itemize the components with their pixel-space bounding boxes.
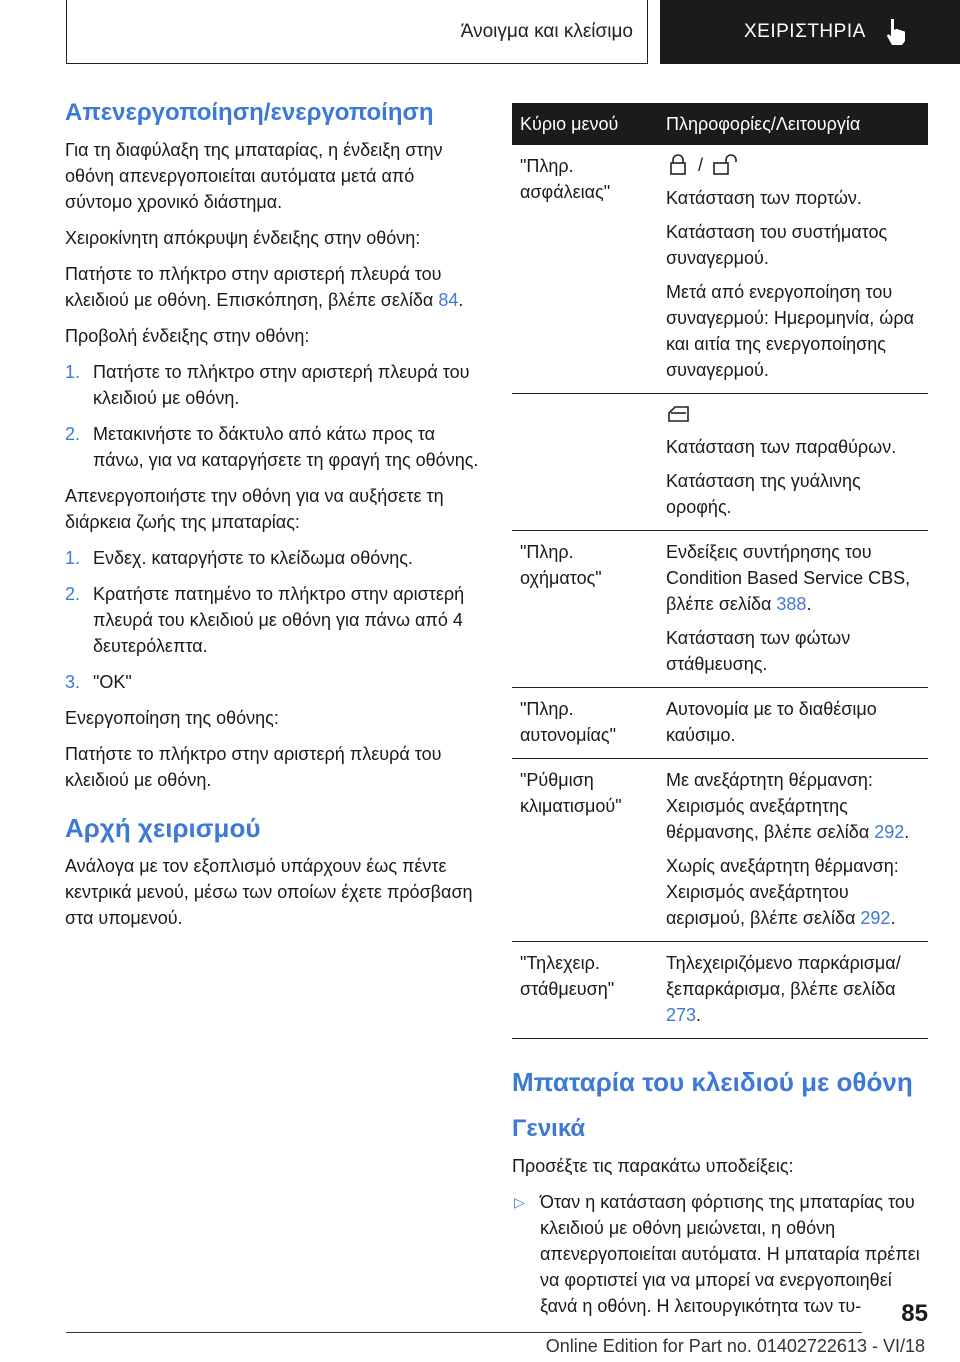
info-line: Κατάσταση των φώτων στάθμευσης. bbox=[666, 628, 851, 674]
info-line: Αυτονομία με το διαθέσιμο καύσιμο. bbox=[666, 699, 877, 745]
list-item: 2. Κρατήστε πατημένο το πλήκτρο στην αριστερή πλευρά του κλειδιού με οθόνη για πάνω από 4 δευτερόλεπτα. bbox=[65, 584, 465, 656]
lock-open-icon bbox=[711, 154, 739, 176]
table-row bbox=[512, 394, 928, 531]
table-row bbox=[512, 942, 928, 1039]
header-section-box bbox=[66, 0, 648, 64]
menu-table bbox=[512, 103, 928, 1039]
info-line: Με ανεξάρτητη θέρμανση: Χειρισμός ανεξάρτητης θέρμανσης, βλέπε σελίδα 292. bbox=[666, 770, 910, 842]
section-heading-operating-principle: Αρχή χειρισμού bbox=[65, 813, 261, 843]
info-line: Κατάσταση των παραθύρων. bbox=[666, 437, 897, 457]
section-heading-deactivate: Απενεργοποίηση/ενεργοποίηση bbox=[65, 99, 434, 126]
info-line: Κατάσταση του συστήματος συναγερμού. bbox=[666, 222, 888, 268]
list-item: 1. Ενδεχ. καταργήστε το κλείδωμα οθόνης. bbox=[65, 548, 413, 568]
steps-list bbox=[65, 545, 480, 695]
list-item: 2. Μετακινήστε το δάκτυλο από κάτω προς τα πάνω, για να καταργήσετε τη φραγή της οθόνης. bbox=[65, 424, 479, 470]
page-link[interactable]: 388 bbox=[776, 594, 807, 614]
paragraph: Πατήστε το πλήκτρο στην αριστερή πλευρά του κλειδιού με οθόνη. bbox=[65, 744, 442, 790]
info-line: Χωρίς ανεξάρτητη θέρμανση: Χειρισμός ανεξάρτητου αερισμού, βλέπε σελίδα 292. bbox=[666, 856, 899, 928]
icon-separator: / bbox=[698, 155, 704, 175]
menu-cell: "Πληρ. ασφάλειας" bbox=[512, 145, 658, 394]
table-row bbox=[512, 531, 928, 688]
paragraph: Χειροκίνητη απόκρυψη ένδειξης στην οθόνη: bbox=[65, 228, 421, 248]
page-link[interactable]: 292 bbox=[874, 822, 905, 842]
left-column bbox=[65, 97, 480, 941]
header-section-title: Άνοιγμα και κλείσιμο bbox=[460, 20, 633, 42]
paragraph-with-link: Πατήστε το πλήκτρο στην αριστερή πλευρά του κλειδιού με οθόνη. Επισκόπηση, βλέπε σελίδα 84. bbox=[65, 264, 464, 310]
menu-cell: "Τηλεχειρ. στάθμευση" bbox=[512, 942, 658, 1039]
page-link[interactable]: 273 bbox=[666, 1005, 697, 1025]
table-row bbox=[512, 145, 928, 394]
header-chapter-title: ΧΕΙΡΙΣΤΗΡΙΑ bbox=[744, 21, 866, 42]
column-header-main-menu: Κύριο μενού bbox=[512, 103, 658, 145]
info-line: Μετά από ενεργοποίηση του συναγερμού: Ημερομηνία, ώρα και αιτία της ενεργοποίησης συναγερμού. bbox=[666, 282, 914, 380]
info-line: Κατάσταση των πορτών. bbox=[666, 188, 862, 208]
menu-cell: "Πληρ. οχήματος" bbox=[512, 531, 658, 688]
info-cell bbox=[658, 688, 928, 759]
column-header-info: Πληροφορίες/Λειτουργία bbox=[658, 103, 928, 145]
notes-list bbox=[512, 1189, 928, 1319]
hand-pointer-icon bbox=[884, 17, 910, 47]
right-column bbox=[512, 103, 928, 1319]
list-item: ▷ Όταν η κατάσταση φόρτισης της μπαταρίας του κλειδιού με οθόνη μειώνεται, η οθόνη απενεργοποιείται αυτόματα. Η μπαταρία πρέπει να φορτιστεί για να μπορεί να ενεργοποιηθεί ξανά η οθόνη. Η λειτουργικότητα των τυ- bbox=[512, 1189, 928, 1319]
header-chapter-box bbox=[660, 0, 960, 64]
paragraph: Προβολή ένδειξης στην οθόνη: bbox=[65, 326, 310, 346]
info-line: Ενδείξεις συντήρησης του Condition Based Service CBS, βλέπε σελίδα 388. bbox=[666, 542, 911, 614]
steps-list bbox=[65, 359, 480, 473]
footer-edition: Online Edition for Part no. 01402722613 - VI/18 bbox=[545, 1336, 925, 1356]
table-row bbox=[512, 688, 928, 759]
info-cell bbox=[658, 759, 928, 942]
subheading-general: Γενικά bbox=[512, 1115, 586, 1142]
info-line: Κατάσταση της γυάλινης οροφής. bbox=[666, 471, 861, 517]
list-item: 1. Πατήστε το πλήκτρο στην αριστερή πλευρά του κλειδιού με οθόνη. bbox=[65, 362, 470, 408]
paragraph: Προσέξτε τις παρακάτω υποδείξεις: bbox=[512, 1156, 794, 1176]
page-link[interactable]: 84 bbox=[438, 290, 459, 310]
triangle-bullet-icon: ▷ bbox=[514, 1194, 525, 1210]
lock-closed-icon bbox=[666, 154, 690, 176]
info-line: Τηλεχειριζόμενο παρκάρισμα/ξεπαρκάρισμα, βλέπε σελίδα 273. bbox=[666, 953, 901, 1025]
paragraph: Απενεργοποιήστε την οθόνη για να αυξήσετε τη διάρκεια ζωής της μπαταρίας: bbox=[65, 486, 444, 532]
section-heading-key-battery: Μπαταρία του κλειδιού με οθόνη bbox=[512, 1067, 913, 1097]
menu-cell: "Ρύθμιση κλιματισμού" bbox=[512, 759, 658, 942]
paragraph: Ενεργοποίηση της οθόνης: bbox=[65, 708, 279, 728]
paragraph: Για τη διαφύλαξη της μπαταρίας, η ένδειξη στην οθόνη απενεργοποιείται αυτόματα μετά από σύντομο χρονικό διάστημα. bbox=[65, 140, 443, 212]
page-number: 85 bbox=[901, 1300, 928, 1327]
table-row bbox=[512, 759, 928, 942]
info-cell bbox=[658, 531, 928, 688]
paragraph: Ανάλογα με τον εξοπλισμό υπάρχουν έως πέντε κεντρικά μενού, μέσω των οποίων έχετε πρόσβαση στα υπομενού. bbox=[65, 856, 473, 928]
page-link[interactable]: 292 bbox=[860, 908, 891, 928]
info-cell bbox=[658, 145, 928, 394]
list-item: 3. "OK" bbox=[65, 672, 132, 692]
menu-cell: "Πληρ. αυτονομίας" bbox=[512, 688, 658, 759]
info-cell bbox=[658, 942, 928, 1039]
info-cell bbox=[658, 394, 928, 531]
table-header-row bbox=[512, 103, 928, 145]
menu-cell bbox=[512, 394, 658, 531]
window-icon bbox=[666, 403, 692, 425]
